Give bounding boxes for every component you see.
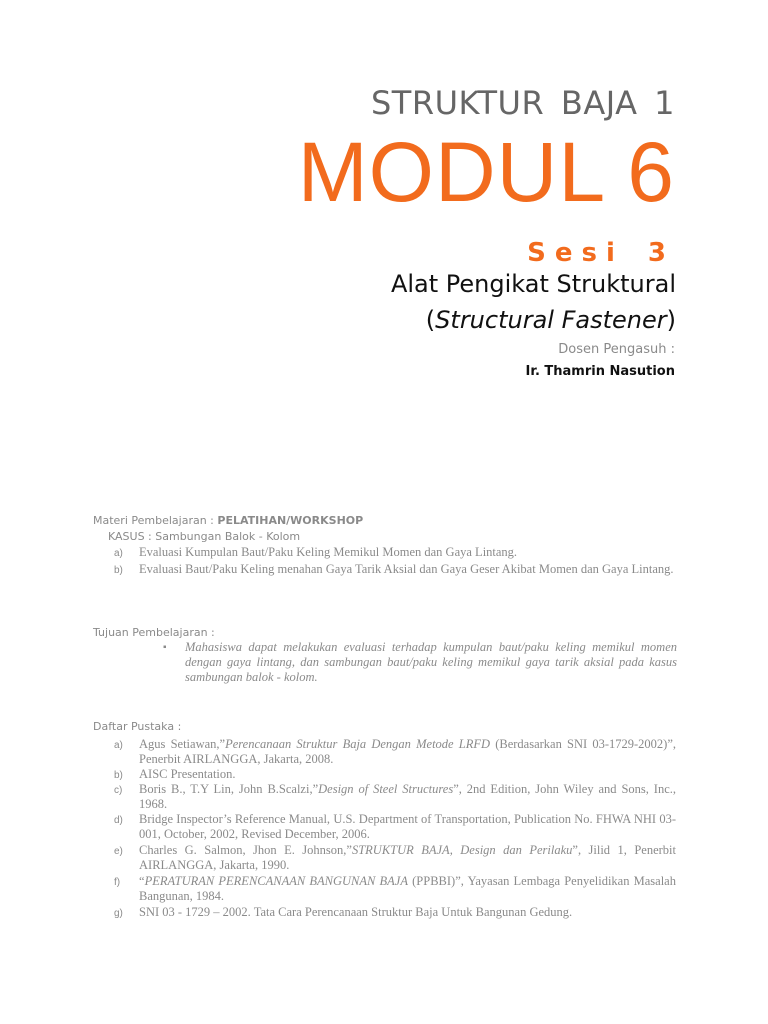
reference-item [114, 874, 676, 904]
reference-item [114, 843, 676, 873]
ref-text-pre: Boris B., T.Y Lin, John B.Scalzi,” [139, 782, 319, 796]
ref-text-pre: SNI 03 - 1729 – 2002. Tata Cara Perencanaan Struktur Baja Untuk Bangunan Gedung. [139, 905, 573, 919]
ref-text-pre: Charles G. Salmon, Jhon E. Johnson,” [139, 843, 352, 857]
ref-text-italic: Design of Steel Structures [318, 782, 454, 796]
reference-text [139, 812, 676, 842]
goal-text: Mahasiswa dapat melakukan evaluasi terhadap kumpulan baut/paku keling memikul momen dengan gaya lintang, dan sambungan baut/paku keling memikul gaya tarik aksial pada kasus sambungan balok - kolom. [185, 640, 677, 684]
paren-close: ) [666, 306, 676, 334]
paren-open: ( [425, 306, 436, 334]
ref-text-pre: Bridge Inspector’s Reference Manual, U.S. Department of Transportation, Publication No. FHWA NHI 03-001, October, 2002, Revised December, 2006. [139, 812, 676, 841]
reference-text [139, 737, 676, 767]
tujuan-heading: Tujuan Pembelajaran : [93, 626, 215, 639]
module-title: MODUL 6 [297, 125, 675, 219]
list-marker: g) [114, 908, 123, 919]
ref-text-pre: Agus Setiawan,” [139, 737, 226, 751]
reference-item [114, 812, 676, 842]
ref-text-post: (PPBBI)”, Yayasan Lembaga Penyelidikan Masalah Bangunan, 1984. [139, 874, 676, 903]
list-marker: a) [114, 548, 123, 559]
list-text: Evaluasi Baut/Paku Keling menahan Gaya Tarik Aksial dan Gaya Geser Akibat Momen dan Gaya Lintang. [139, 562, 674, 576]
reference-text [139, 767, 676, 782]
list-marker: f) [114, 877, 121, 888]
list-item [114, 562, 676, 577]
ref-text-pre: AISC Presentation. [139, 767, 236, 781]
subtitle-en [426, 306, 676, 335]
reference-text [139, 843, 676, 873]
materi-value: PELATIHAN/WORKSHOP [217, 514, 364, 527]
list-text: Evaluasi Kumpulan Baut/Paku Keling Memikul Momen dan Gaya Lintang. [139, 545, 518, 559]
pustaka-heading: Daftar Pustaka : [93, 720, 182, 733]
list-marker: b) [114, 565, 123, 576]
reference-item [114, 782, 676, 812]
course-title: STRUKTUR BAJA 1 [370, 84, 675, 122]
list-marker: c) [114, 785, 123, 796]
subtitle-en-text: Structural Fastener [435, 306, 667, 334]
ref-text-post: ”, Jilid 1, Penerbit AIRLANGGA, Jakarta, 1990. [139, 843, 676, 872]
reference-text [139, 874, 676, 904]
ref-text-italic: PERATURAN PERENCANAAN BANGUNAN BAJA [144, 874, 408, 888]
session-title: Sesi 3 [527, 238, 675, 268]
ref-text-pre: “ [139, 874, 145, 888]
list-marker: b) [114, 770, 123, 781]
list-marker: d) [114, 815, 123, 826]
goal-item [163, 640, 677, 685]
kasus-value: Sambungan Balok - Kolom [155, 530, 301, 543]
reference-text [139, 905, 676, 920]
lecturer-name: Ir. Thamrin Nasution [525, 364, 675, 379]
ref-text-italic: STRUKTUR BAJA, Design dan Perilaku [351, 843, 573, 857]
ref-text-post: (Berdasarkan SNI 03-1729-2002)”, Penerbit AIRLANGGA, Jakarta, 2008. [139, 737, 676, 766]
ref-text-post: ”, 2nd Edition, John Wiley and Sons, Inc., 1968. [139, 782, 677, 811]
list-marker: a) [114, 740, 123, 751]
materi-label: Materi Pembelajaran : [93, 514, 218, 527]
list-item [114, 545, 676, 560]
reference-item [114, 905, 676, 920]
reference-item [114, 737, 676, 767]
kasus-heading [108, 530, 300, 543]
lecturer-label: Dosen Pengasuh : [558, 342, 675, 357]
reference-text [139, 782, 676, 812]
reference-item [114, 767, 676, 782]
materi-heading [93, 514, 363, 527]
ref-text-italic: Perencanaan Struktur Baja Dengan Metode LRFD [225, 737, 491, 751]
subtitle-id: Alat Pengikat Struktural [390, 270, 676, 298]
list-marker: e) [114, 846, 123, 857]
kasus-label: KASUS : [108, 530, 156, 543]
bullet-icon: ▪ [163, 642, 167, 653]
